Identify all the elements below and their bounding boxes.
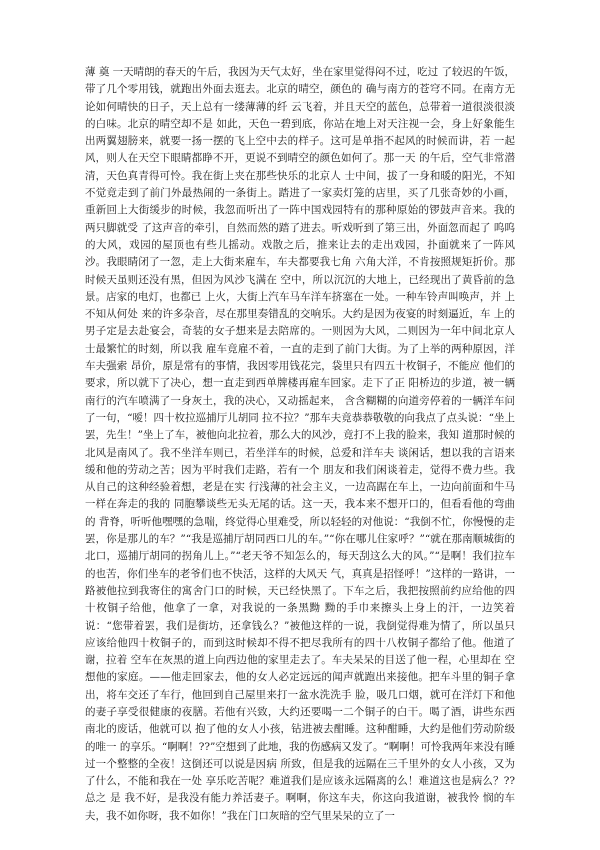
document-page xyxy=(85,64,515,844)
body-paragraph: 薄 奠 一天晴朗的春天的午后，我因为天气太好，坐在家里觉得闷不过，吃过 了较迟的午饭，带了几个零用钱，就跑出外面去逛去。北京的晴空，颜色的 确与南方的苍穹不同。在南方无论如何晴快的日子，天上总有一缕薄薄的纤 云飞着，并且天空的蓝色，总带着一道很淡很淡的白味。北京的晴空却不是 如此，天色一碧到底，你站在地上对天注视一会，身上好象能生出两翼翅膀来，就要一扬一摆的飞上空中去的样子。这可是单指不起风的时候而讲，若 一起风，则人在天空下眼睛都睁不开，更说不到晴空的颜色如何了。那一天 的午后，空气非常潜清，天色真青得可怜。我在街上夹在那些快乐的北京人 士中间，拔了一身和暖的阳光，不知不觉竟走到了前门外最热闹的一条街上。踏进了一家卖灯笼的店里，买了几张奇妙的小画，重新回上大街缓步的时候，我忽而听出了一阵中国戏园特有的那种原始的锣鼓声音来。我的两只脚就受 了这声音的牵引，自然而然的踏了进去。听戏听到了第三出，外面忽而起了 呜呜的大风，戏园的屋顶也有些儿摇动。戏散之后，推来让去的走出戏园，扑面就来了一阵风沙。我眼睛闭了一忽，走上大街来雇车，车夫都要我七角 六角大洋，不肯按照规矩折价。那时候天虽则还没有黑，但因为风沙飞满在 空中，所以沉沉的大地上，已经现出了黄昏前的急景。店家的电灯，也都已 上火，大街上汽车马车洋车挤塞在一处。一种车铃声叫唤声，并 上不知从何处 来的许多杂音，尽在那里奏错乱的交响乐。大约是因为夜宴的时刻逼近，车 上的男子定是去赴宴会，奇装的女子想来是去陪席的。一则因为大风，二则因为一年中间北京人士最繁忙的时刻，所以我 雇车竟雇不着，一直的走到了前门大街。为了上举的两种原因，洋车夫强索 昂价，原是常有的事情，我因零用钱花完，袋里只有四五十枚铜子，不能应 他们的要求，所以就下了决心，想一直走到西单牌楼再雇车回家。走下了正 阳桥边的步道，被一辆南行的汽车喷满了一身灰土，我的决心，又动摇起来， 含含糊糊的向道旁停着的一辆洋车问了一句，“嗳！四十枚拉巡捕厅儿胡同 拉不拉？”那车夫竟恭恭敬敬的向我点了点头说：“坐上罢，先生！”坐上了车，被他向北拉着，那么大的风沙，竟打不上我的脸来，我知 道那时候的北风是南风了。我不坐洋车则已，若坐洋车的时候，总爱和洋车夫 谈闲话，想以我的言语来缓和他的劳动之苦；因为平时我们走路，若有一个 朋友和我们闲谈着走，觉得不费力些。我从自己的这种经验着想，老是在实 行浅薄的社会主义，一边高踞在车上，一边向前面和牛马一样在奔走的我的 同胞攀谈些无头无尾的话。这一天，我本来不想开口的，但看看他的弯曲的 背脊，听听他嘿嘿的急喘，终觉得心里难受，所以轻轻的对他说：“我倒不忙，你慢慢的走罢，你是那儿的车？”“我是巡捕厅胡同西口儿的车。”“你在哪儿住家呼？”“就在那南顺城街的北口，巡捕厅胡同的拐角儿上。”“老天爷不知怎么的，每天刮这么大的风。”“是啊！我们拉车的也苦，你们坐车的老爷们也不快活，这样的大风天 气，真真是招怪呼！”这样的一路讲，一路被他拉到我寄住的寓舍门口的时候，天已经快黑了。下车之后，我把按照前约应给他的四十枚铜子给他，他拿了一拿，对我说的一条黑黝 黝的手巾来擦头上身上的汗，一边笑着说：“您带着罢，我们是街坊，还拿钱么？”被他这样的一说，我倒觉得难为情了，所以虽只应该给他四十枚铜子的，而到这时候却不得不把尽我所有的四十八枚铜子都给了他。他道了谢，拉着 空车在灰黑的道上向西边他的家里走去了。车夫呆呆的目送了他一程，心里却在 空想他的家庭。——他走回家去，他的女人必定远远的闻声就跑出来接他。把车斗里的铜子拿出，将车交还了车行，他回到自己屋里来打一盆水洗洗手 脸，吸几口烟，就可在洋灯下和他的妻子享受很健康的夜膳。若他有兴致，大约还要喝一二个铜子的白干。喝了酒，讲些东西南北的废话，他就可以 抱了他的女人小孩，钻进被去酣睡。这种酣睡，大约是他们劳动阶级的唯一 的享乐。“啊啊！??”空想到了此地，我的伤感病又发了。“啊啊！可怜我两年来没有睡过一个整整的全夜！这倒还可以说是因病 所致，但是我的远隔在三千里外的女人小孩，又为了什么，不能和我在一处 享乐吃苦呢？难道我们是应该永远隔离的么！难道这也是病么？??总之 是 我不好，是我没有能力养活妻子。啊啊，你这车夫，你这向我道谢，被我怜 悯的车夫，我不如你呀，我不如你！”我在门口灰暗的空气里呆呆的立了一 xyxy=(85,66,515,822)
